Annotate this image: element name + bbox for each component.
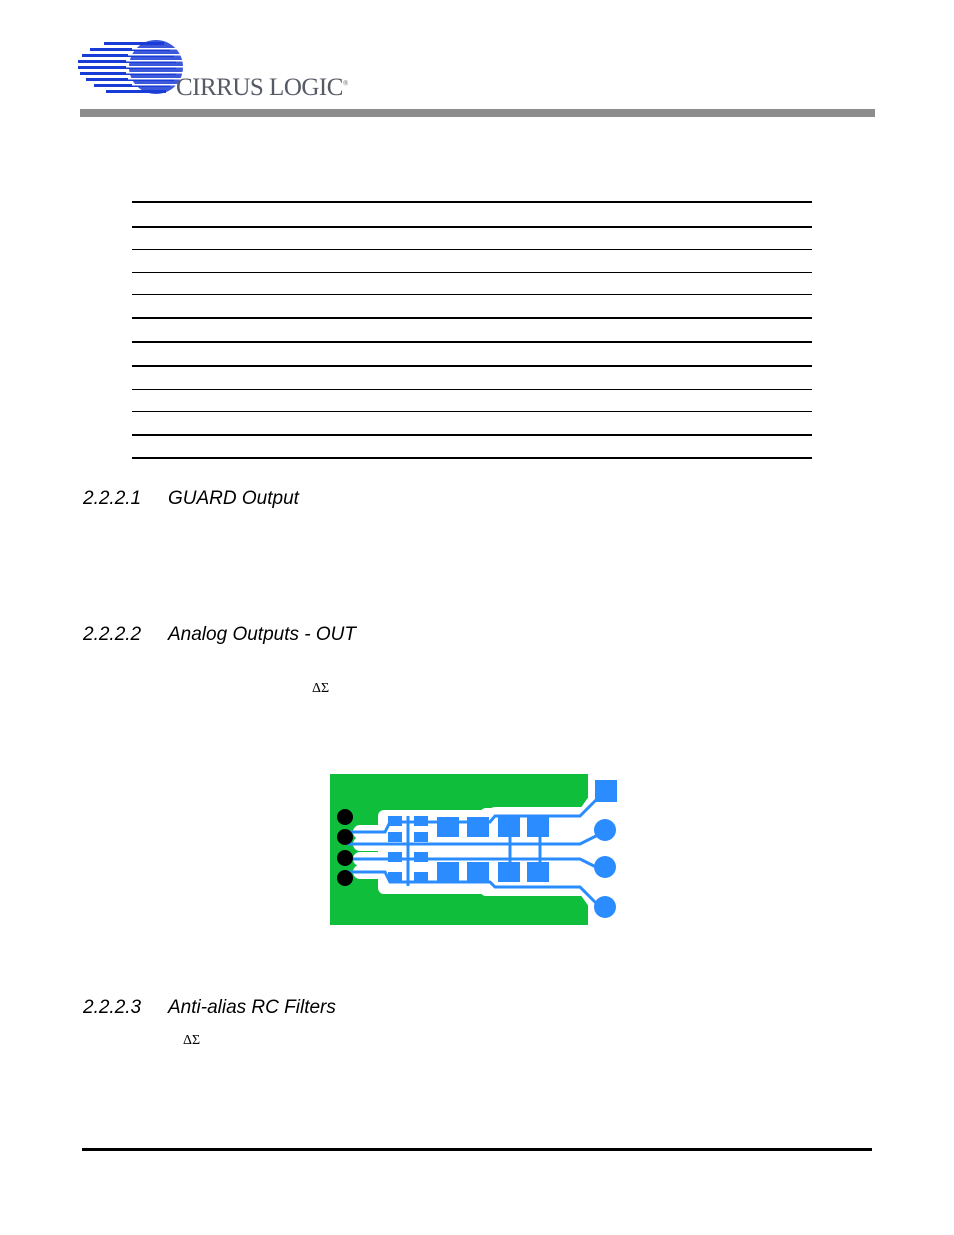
table-rule (132, 272, 812, 273)
table-rule (132, 317, 812, 319)
table-rule (132, 201, 812, 203)
section-number: 2.2.2.1 (83, 488, 142, 509)
section-heading-analog-outputs (83, 624, 356, 646)
section-title: Analog Outputs - OUT (168, 624, 356, 645)
table-rule (132, 341, 812, 343)
section-title: Anti-alias RC Filters (168, 997, 336, 1018)
registered-mark: ® (342, 79, 348, 88)
section-title: GUARD Output (168, 488, 299, 509)
pcb-layout-graphic (330, 774, 623, 925)
table-rule (132, 411, 812, 412)
delta-sigma-symbol: ΔΣ (312, 681, 330, 696)
section-heading-anti-alias (83, 997, 336, 1019)
table-rule (132, 365, 812, 367)
company-name: CIRRUS LOGIC (176, 74, 343, 101)
table-rule (132, 226, 812, 228)
section-heading-guard-output (83, 488, 299, 510)
pcb-layout-figure (330, 774, 623, 925)
section-number: 2.2.2.3 (83, 997, 142, 1018)
section-number: 2.2.2.2 (83, 624, 142, 645)
cirrus-logic-logo (76, 38, 366, 108)
table-rule (132, 249, 812, 250)
table-rule (132, 294, 812, 295)
table-rule (132, 457, 812, 459)
table-rule (132, 434, 812, 436)
header-bar (80, 109, 875, 117)
table-rule (132, 389, 812, 390)
footer-rule (82, 1148, 872, 1151)
delta-sigma-symbol: ΔΣ (183, 1033, 201, 1048)
